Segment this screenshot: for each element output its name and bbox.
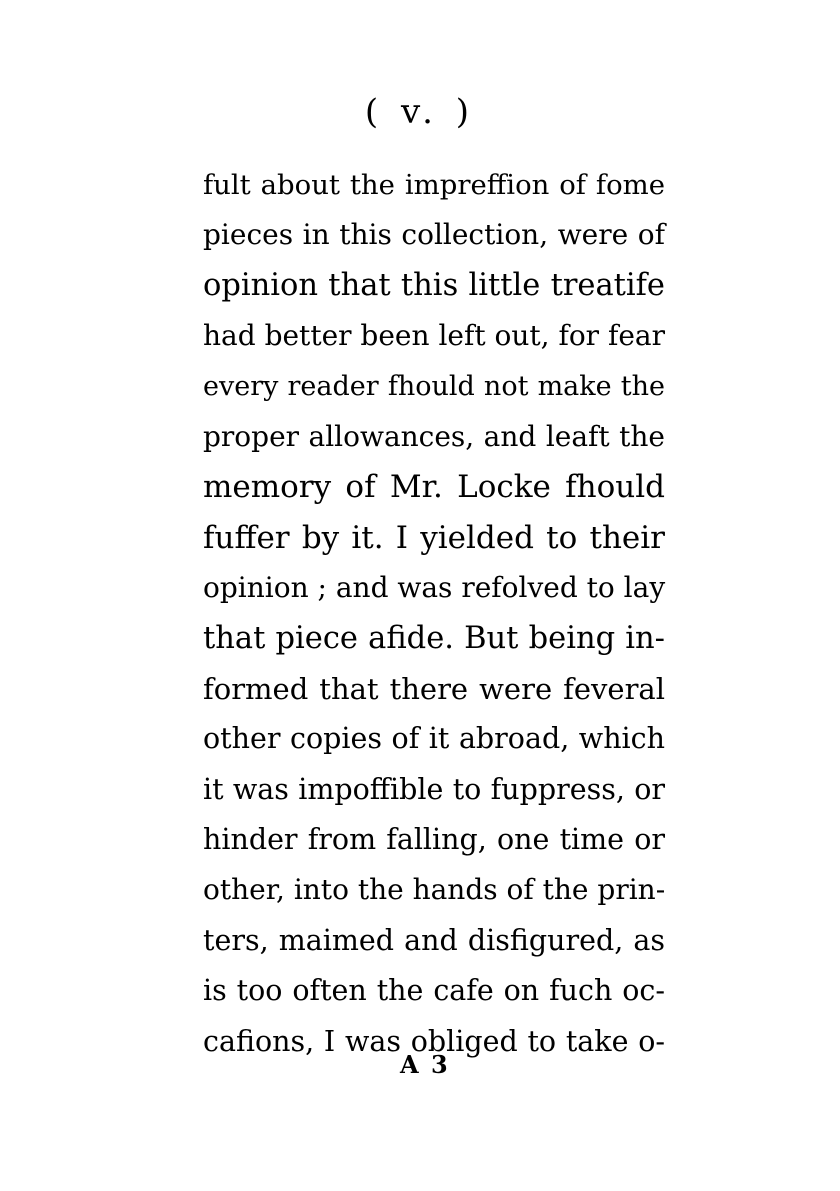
text-line: ters, maimed and disfigured, as bbox=[203, 923, 665, 957]
text-line: that piece afide. But being in- bbox=[203, 620, 665, 656]
text-line: fult about the impreffion of fome bbox=[203, 169, 665, 201]
body-text bbox=[203, 160, 665, 1067]
text-line: proper allowances, and leaft the bbox=[203, 419, 665, 453]
text-line: memory of Mr. Locke fhould bbox=[203, 469, 665, 506]
text-line: every reader fhould not make the bbox=[203, 370, 665, 402]
text-line: other, into the hands of the prin- bbox=[203, 873, 666, 907]
text-line: opinion ; and was refolved to lay bbox=[203, 571, 666, 605]
text-line: hinder from falling, one time or bbox=[203, 823, 665, 857]
text-line: other copies of it abroad, which bbox=[203, 722, 665, 756]
page-header: ( v. ) bbox=[364, 92, 476, 132]
signature-mark: A 3 bbox=[400, 1050, 450, 1079]
text-line: fuffer by it. I yielded to their bbox=[203, 519, 665, 556]
text-line: formed that there were feveral bbox=[203, 671, 665, 706]
text-line: is too often the cafe on fuch oc- bbox=[203, 974, 665, 1008]
text-line: had better been left out, for fear bbox=[203, 319, 665, 353]
text-line: pieces in this collection, were of bbox=[203, 218, 665, 252]
text-line: cafions, I was obliged to take o- bbox=[203, 1024, 665, 1058]
text-line: it was impoffible to fuppress, or bbox=[203, 772, 665, 806]
text-line: opinion that this little treatife bbox=[203, 267, 665, 303]
